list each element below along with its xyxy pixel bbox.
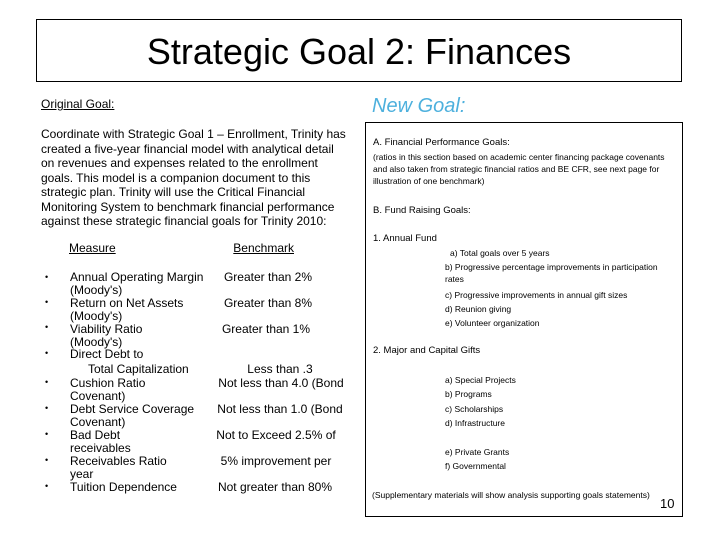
financial-performance-title: A. Financial Performance Goals: (373, 137, 510, 148)
measure-label: Annual Operating Margin (Moody's) (70, 270, 204, 297)
other-gift-item: f) Governmental (445, 461, 506, 471)
measure-label: Return on Net Assets (Moody's) (70, 296, 184, 323)
benchmark-value: Not less than 4.0 (Bond (218, 376, 344, 390)
fund-raising-title: B. Fund Raising Goals: (373, 205, 471, 216)
measure-header: Measure (69, 241, 116, 255)
bullet: • (45, 403, 49, 413)
supplementary-footnote: (Supplementary materials will show analysis supporting goals statements) (372, 490, 650, 500)
page-number: 10 (660, 496, 675, 511)
measure-label: Direct Debt to (70, 347, 144, 361)
bullet: • (45, 272, 49, 282)
benchmark-value: Not to Exceed 2.5% of (216, 428, 336, 442)
slide-title: Strategic Goal 2: Finances (146, 31, 572, 72)
benchmark-header: Benchmark (233, 241, 294, 255)
other-gift-item: e) Private Grants (445, 447, 510, 457)
title-box (36, 19, 682, 82)
benchmark-value: 5% improvement per (220, 454, 332, 468)
bullet: • (45, 455, 49, 465)
original-goal-heading: Original Goal: (41, 97, 115, 111)
original-goal-paragraph: Coordinate with Strategic Goal 1 – Enrollment, Trinity has created a five-year financial model with analytical detail on revenues and expenses related to the enrollment goals. This model is a companion document to this strategic plan. Trinity will use the Critical Financial Monitoring System to benchmark financial performance against these strategic financial goals for Trinity 2010: (41, 127, 346, 228)
benchmark-value: Not less than 1.0 (Bond (217, 402, 343, 416)
major-gift-item: d) Infrastructure (445, 418, 505, 428)
annual-fund-item: b) Progressive percentage improvements in participation rates (445, 262, 658, 285)
benchmark-value: Greater than 8% (223, 296, 313, 310)
benchmark-value: Greater than 1% (221, 322, 311, 336)
annual-fund-heading: 1. Annual Fund (373, 233, 437, 244)
benchmark-value: Less than .3 (247, 362, 313, 376)
new-goal-heading: New Goal: (372, 95, 466, 117)
major-gift-item: c) Scholarships (445, 404, 504, 414)
bullet: • (45, 297, 49, 307)
annual-fund-item: e) Volunteer organization (445, 318, 540, 328)
major-gift-item: b) Programs (445, 389, 492, 399)
financial-performance-note: (ratios in this section based on academic center financing package covenants and also taken from strategic financial ratios and BE CFR, see next page for illustration of one benchmark) (373, 152, 665, 187)
bullet: • (45, 429, 49, 439)
measure-label: Bad Debt receivables (70, 428, 131, 455)
annual-fund-item: a) Total goals over 5 years (450, 248, 550, 258)
measure-label: Viability Ratio (Moody's) (70, 322, 143, 349)
major-capital-gifts-heading: 2. Major and Capital Gifts (373, 345, 481, 356)
measure-label: Tuition Dependence (70, 480, 177, 494)
benchmark-value: Greater than 2% (223, 270, 313, 284)
annual-fund-item: c) Progressive improvements in annual gift sizes (445, 290, 628, 300)
bullet: • (45, 377, 49, 387)
annual-fund-item: d) Reunion giving (445, 304, 512, 314)
measure-label: Debt Service Coverage Covenant) (70, 402, 195, 429)
measure-label: Cushion Ratio Covenant) (70, 376, 146, 403)
bullet: • (45, 481, 49, 491)
measure-label: Total Capitalization (88, 362, 189, 376)
new-goal-box (365, 122, 683, 517)
bullet: • (45, 348, 49, 358)
bullet: • (45, 322, 49, 332)
measure-label: Receivables Ratio year (70, 454, 167, 481)
benchmark-value: Not greater than 80% (217, 480, 333, 494)
major-gift-item: a) Special Projects (445, 375, 516, 385)
